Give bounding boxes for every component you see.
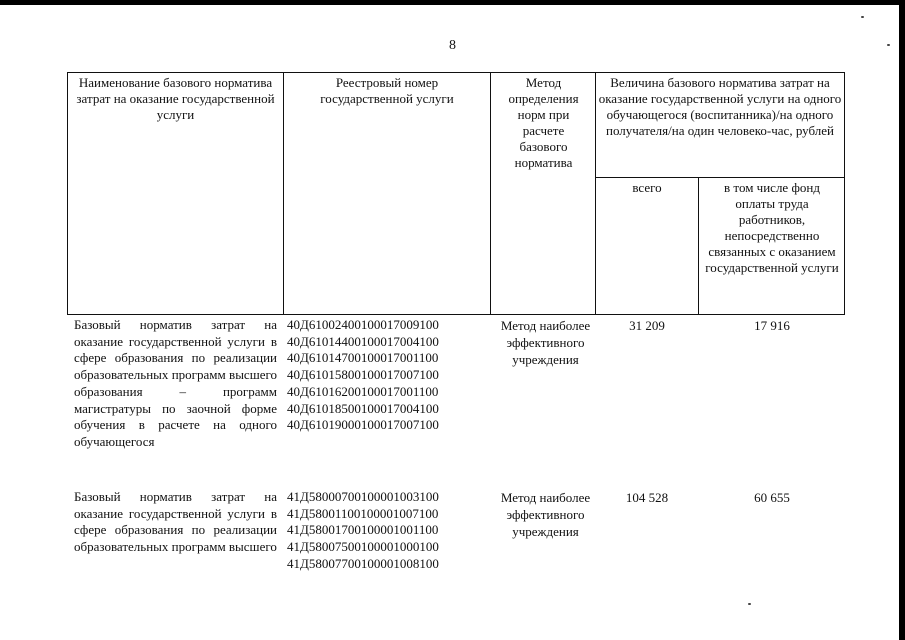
row-wage-fund: 60 655: [754, 490, 790, 505]
row-name: Базовый норматив затрат на оказание государственной услуги в сфере образования по реализации образовательных программ высшего: [74, 489, 277, 555]
table-col-divider: [283, 72, 284, 315]
registry-number: 40Д61016200100017001100: [287, 383, 439, 399]
row-total: 104 528: [625, 490, 669, 505]
row-method: Метод наиболее эффективного учреждения: [500, 490, 591, 539]
table-border-left: [67, 72, 68, 315]
registry-number: 41Д58000700100001003100: [287, 489, 439, 504]
registry-number: 40Д61019000100017007100: [287, 417, 439, 433]
registry-number: 41Д58001100100001007100: [287, 505, 439, 521]
row-total: 31 209: [629, 318, 665, 333]
header-registry: Реестровый номер государственной услуги: [320, 75, 454, 106]
registry-number: 40Д61002400100017009100: [287, 317, 439, 332]
row-name: Базовый норматив затрат на оказание государственной услуги в сфере образования по реализации образовательных программ высшего образования – программ магистратуры по заочной форме обучения в расчете на одного обучающегося: [74, 317, 277, 449]
registry-number: 41Д58001700100001001100: [287, 522, 439, 538]
registry-number: 41Д58007500100001000100: [287, 539, 439, 555]
table-col-divider: [698, 177, 699, 315]
header-total: всего: [632, 180, 662, 195]
row-registry: [287, 317, 492, 434]
registry-number: 41Д58007700100001008100: [287, 555, 439, 571]
header-name: Наименование базового норматива затрат на оказание государственной услуги: [76, 75, 275, 122]
row-registry: [287, 489, 492, 573]
row-wage-fund: 17 916: [754, 318, 790, 333]
page-number: 8: [449, 38, 456, 53]
registry-number: 40Д61018500100017004100: [287, 400, 439, 416]
table-border-right: [844, 72, 845, 315]
scan-edge-right: [899, 0, 905, 640]
table-header-bottom: [67, 314, 845, 315]
scan-speck: [748, 603, 751, 605]
registry-number: 40Д61014700100017001100: [287, 350, 439, 366]
header-value: Величина базового норматива затрат на оказание государственной услуги на одного обучающегося (воспитанника)/на одного получателя/на один человеко-час, рублей: [598, 75, 842, 138]
table-col-divider: [595, 72, 596, 315]
row-method: Метод наиболее эффективного учреждения: [500, 318, 591, 367]
registry-number: 40Д61015800100017007100: [287, 367, 439, 383]
registry-number: 40Д61014400100017004100: [287, 333, 439, 349]
scan-edge-top: [0, 0, 905, 5]
table-col-divider: [490, 72, 491, 315]
scan-speck: [861, 16, 864, 18]
header-method: Метод определения норм при расчете базового норматива: [508, 75, 579, 170]
header-wage-fund: в том числе фонд оплаты труда работников, непосредственно связанных с оказанием государственной услуги: [705, 180, 839, 275]
